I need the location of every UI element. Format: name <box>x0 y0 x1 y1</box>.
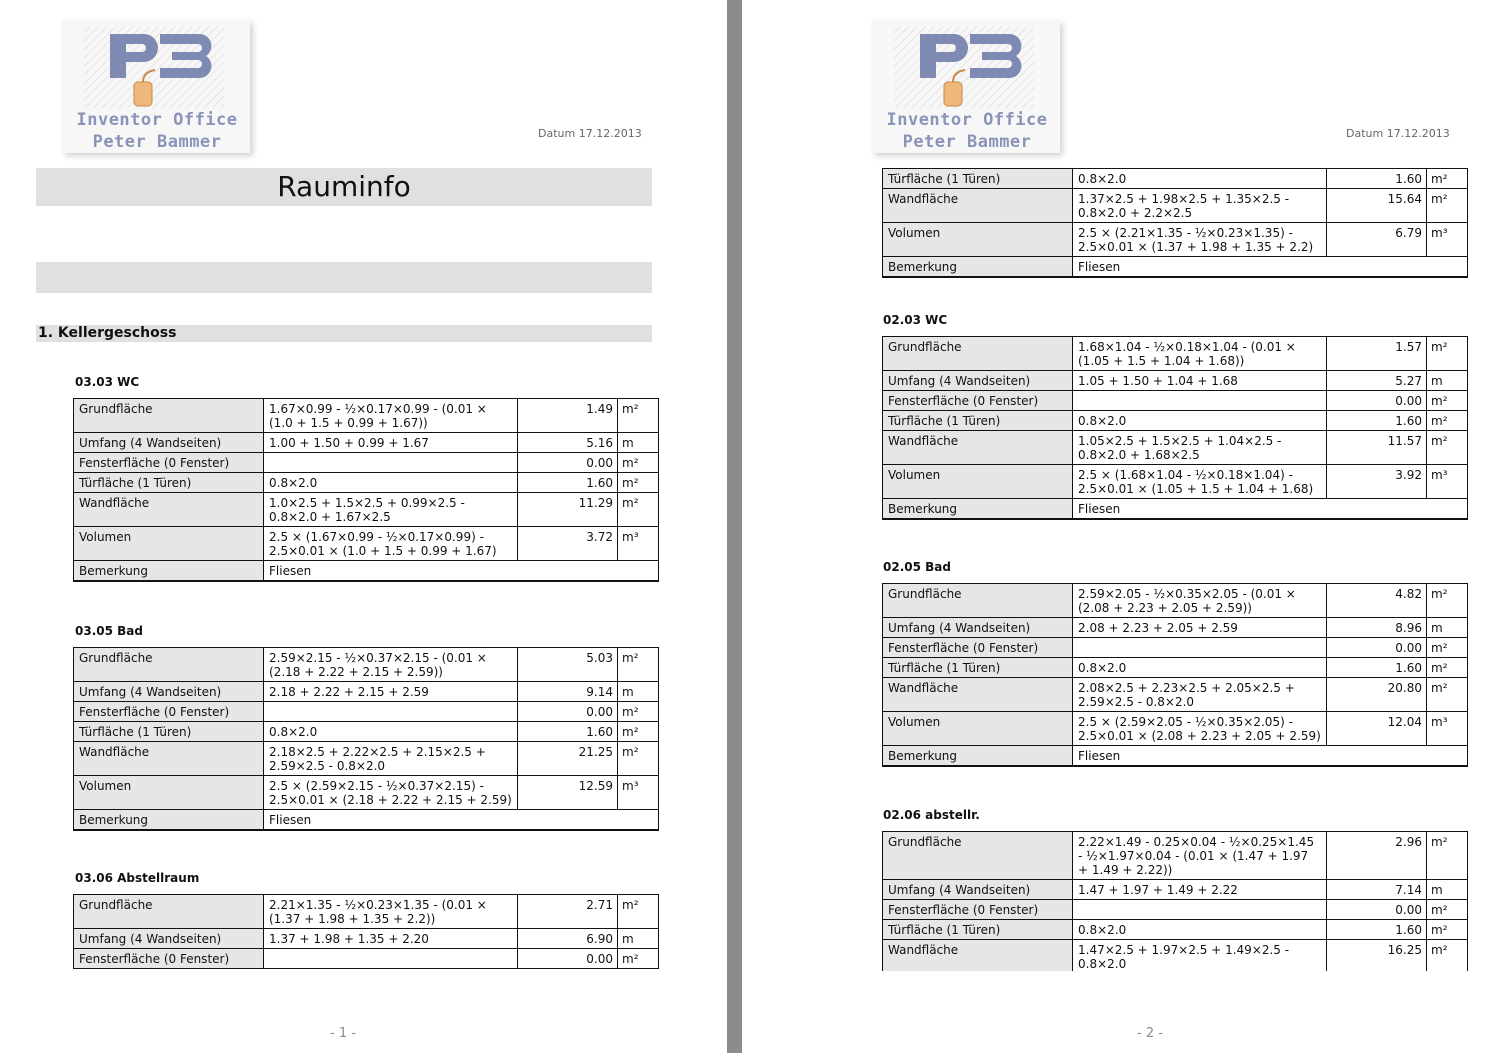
row-label: Bemerkung <box>74 561 264 582</box>
row-unit: m² <box>618 399 659 433</box>
row-label: Türfläche (1 Türen) <box>883 658 1073 678</box>
row-remark: Fliesen <box>1073 499 1468 520</box>
row-formula: 2.5 × (1.68×1.04 - ½×0.18×1.04) - 2.5×0.01 × (1.05 + 1.5 + 1.04 + 1.68) <box>1073 465 1327 499</box>
row-label: Wandfläche <box>74 742 264 776</box>
row-label: Fensterfläche (0 Fenster) <box>883 638 1073 658</box>
logo-p3-icon <box>62 20 250 112</box>
company-logo <box>62 20 250 153</box>
table-row <box>883 746 1468 767</box>
table-row <box>883 223 1468 257</box>
row-formula: 0.8×2.0 <box>1073 920 1327 940</box>
row-unit: m² <box>1427 658 1468 678</box>
row-label: Wandfläche <box>883 678 1073 712</box>
table-row <box>74 473 659 493</box>
row-value: 16.25 <box>1327 940 1427 972</box>
row-unit: m² <box>1427 337 1468 371</box>
row-formula: 1.47 + 1.97 + 1.49 + 2.22 <box>1073 880 1327 900</box>
table-row <box>74 742 659 776</box>
row-unit: m² <box>1427 900 1468 920</box>
row-formula: 2.5 × (2.59×2.15 - ½×0.37×2.15) - 2.5×0.01 × (2.18 + 2.22 + 2.15 + 2.59) <box>264 776 518 810</box>
row-value: 3.92 <box>1327 465 1427 499</box>
page-number: - 2 - <box>1137 1026 1163 1041</box>
row-formula: 2.5 × (2.21×1.35 - ½×0.23×1.35) - 2.5×0.01 × (1.37 + 1.98 + 1.35 + 2.2) <box>1073 223 1327 257</box>
row-formula: 0.8×2.0 <box>1073 169 1327 189</box>
row-label: Türfläche (1 Türen) <box>883 920 1073 940</box>
room-table <box>882 336 1468 520</box>
document-page-2 <box>742 0 1500 1053</box>
row-formula: 1.47×2.5 + 1.97×2.5 + 1.49×2.5 - 0.8×2.0 <box>1073 940 1327 972</box>
row-value: 8.96 <box>1327 618 1427 638</box>
room-heading: 03.06 Abstellraum <box>75 871 200 885</box>
row-value: 0.00 <box>518 702 618 722</box>
logo-line-1: Inventor Office <box>76 110 238 130</box>
table-row <box>883 337 1468 371</box>
row-formula: 1.68×1.04 - ½×0.18×1.04 - (0.01 × (1.05 + 1.5 + 1.04 + 1.68)) <box>1073 337 1327 371</box>
row-value: 1.49 <box>518 399 618 433</box>
row-label: Türfläche (1 Türen) <box>74 473 264 493</box>
row-value: 15.64 <box>1327 189 1427 223</box>
row-formula: 1.0×2.5 + 1.5×2.5 + 0.99×2.5 - 0.8×2.0 + 1.67×2.5 <box>264 493 518 527</box>
page-gutter <box>727 0 742 1053</box>
row-label: Grundfläche <box>883 832 1073 880</box>
table-row <box>883 584 1468 618</box>
row-unit: m <box>618 433 659 453</box>
row-value: 0.00 <box>1327 900 1427 920</box>
row-label: Grundfläche <box>74 895 264 929</box>
row-label: Bemerkung <box>883 257 1073 278</box>
table-row <box>883 189 1468 223</box>
row-unit: m² <box>1427 920 1468 940</box>
row-unit: m² <box>618 949 659 969</box>
row-unit: m² <box>618 453 659 473</box>
room-table <box>882 583 1468 767</box>
row-label: Volumen <box>74 527 264 561</box>
row-unit: m <box>1427 618 1468 638</box>
page-number: - 1 - <box>330 1026 356 1041</box>
row-unit: m² <box>618 702 659 722</box>
row-formula: 2.5 × (1.67×0.99 - ½×0.17×0.99) - 2.5×0.01 × (1.0 + 1.5 + 0.99 + 1.67) <box>264 527 518 561</box>
row-formula: 1.05×2.5 + 1.5×2.5 + 1.04×2.5 - 0.8×2.0 + 1.68×2.5 <box>1073 431 1327 465</box>
row-label: Volumen <box>74 776 264 810</box>
table-row <box>74 895 659 929</box>
table-row <box>74 399 659 433</box>
row-value: 0.00 <box>518 949 618 969</box>
row-unit: m³ <box>1427 712 1468 746</box>
table-row <box>74 561 659 582</box>
row-unit: m² <box>1427 391 1468 411</box>
row-value: 0.00 <box>1327 638 1427 658</box>
row-value: 1.57 <box>1327 337 1427 371</box>
row-unit: m <box>1427 371 1468 391</box>
table-row <box>74 433 659 453</box>
row-unit: m² <box>1427 189 1468 223</box>
row-value: 1.60 <box>1327 658 1427 678</box>
room-table <box>73 398 659 582</box>
table-row <box>883 678 1468 712</box>
document-title: Rauminfo <box>36 168 652 206</box>
row-value: 0.00 <box>518 453 618 473</box>
room-heading: 02.05 Bad <box>883 560 951 574</box>
row-unit: m <box>618 682 659 702</box>
row-formula: 2.08×2.5 + 2.23×2.5 + 2.05×2.5 + 2.59×2.5 - 0.8×2.0 <box>1073 678 1327 712</box>
logo-p3-icon <box>872 20 1060 112</box>
table-row <box>883 832 1468 880</box>
row-label: Fensterfläche (0 Fenster) <box>883 900 1073 920</box>
row-unit: m² <box>618 895 659 929</box>
table-row <box>74 493 659 527</box>
row-label: Bemerkung <box>883 746 1073 767</box>
row-value: 4.82 <box>1327 584 1427 618</box>
row-formula <box>1073 900 1327 920</box>
row-label: Wandfläche <box>883 431 1073 465</box>
row-formula: 1.67×0.99 - ½×0.17×0.99 - (0.01 × (1.0 + 1.5 + 0.99 + 1.67)) <box>264 399 518 433</box>
table-row <box>74 453 659 473</box>
row-value: 12.59 <box>518 776 618 810</box>
table-row <box>74 722 659 742</box>
row-label: Fensterfläche (0 Fenster) <box>74 949 264 969</box>
table-row <box>883 940 1468 972</box>
row-unit: m² <box>618 742 659 776</box>
room-table <box>73 894 659 969</box>
row-label: Umfang (4 Wandseiten) <box>74 682 264 702</box>
room-heading: 03.03 WC <box>75 375 140 389</box>
row-unit: m² <box>1427 832 1468 880</box>
row-remark: Fliesen <box>1073 746 1468 767</box>
row-unit: m <box>1427 880 1468 900</box>
row-formula: 0.8×2.0 <box>1073 411 1327 431</box>
row-value: 6.90 <box>518 929 618 949</box>
row-value: 21.25 <box>518 742 618 776</box>
row-unit: m² <box>618 493 659 527</box>
row-value: 5.03 <box>518 648 618 682</box>
row-unit: m² <box>1427 169 1468 189</box>
table-row <box>74 648 659 682</box>
row-value: 1.60 <box>518 722 618 742</box>
row-value: 1.60 <box>1327 411 1427 431</box>
company-logo <box>872 20 1060 153</box>
row-formula: 1.37 + 1.98 + 1.35 + 2.20 <box>264 929 518 949</box>
row-label: Volumen <box>883 712 1073 746</box>
row-label: Wandfläche <box>74 493 264 527</box>
row-label: Umfang (4 Wandseiten) <box>883 618 1073 638</box>
row-value: 1.60 <box>1327 920 1427 940</box>
row-label: Umfang (4 Wandseiten) <box>883 371 1073 391</box>
row-formula: 0.8×2.0 <box>264 722 518 742</box>
table-row <box>883 465 1468 499</box>
row-formula: 2.59×2.15 - ½×0.37×2.15 - (0.01 × (2.18 + 2.22 + 2.15 + 2.59)) <box>264 648 518 682</box>
row-formula: 2.5 × (2.59×2.05 - ½×0.35×2.05) - 2.5×0.01 × (2.08 + 2.23 + 2.05 + 2.59) <box>1073 712 1327 746</box>
row-formula <box>1073 638 1327 658</box>
row-value: 5.27 <box>1327 371 1427 391</box>
row-formula: 2.22×1.49 - 0.25×0.04 - ½×0.25×1.45 - ½×1.97×0.04 - (0.01 × (1.47 + 1.97 + 1.49 + 2.22)) <box>1073 832 1327 880</box>
room-table <box>882 831 1468 971</box>
row-label: Wandfläche <box>883 940 1073 972</box>
row-label: Umfang (4 Wandseiten) <box>74 929 264 949</box>
table-row <box>883 431 1468 465</box>
table-row <box>74 682 659 702</box>
row-formula <box>264 949 518 969</box>
table-row <box>883 920 1468 940</box>
row-unit: m³ <box>1427 465 1468 499</box>
row-label: Grundfläche <box>74 648 264 682</box>
row-label: Umfang (4 Wandseiten) <box>74 433 264 453</box>
room-heading: 02.06 abstellr. <box>883 808 980 822</box>
document-date: Datum 17.12.2013 <box>1346 127 1450 140</box>
row-remark: Fliesen <box>264 810 659 831</box>
section-heading: 1. Kellergeschoss <box>36 325 652 342</box>
row-label: Fensterfläche (0 Fenster) <box>883 391 1073 411</box>
row-formula <box>264 453 518 473</box>
table-row <box>883 880 1468 900</box>
row-value: 12.04 <box>1327 712 1427 746</box>
room-heading: 03.05 Bad <box>75 624 143 638</box>
table-row <box>74 810 659 831</box>
table-row <box>883 618 1468 638</box>
row-label: Fensterfläche (0 Fenster) <box>74 702 264 722</box>
row-unit: m² <box>1427 411 1468 431</box>
logo-line-2: Peter Bammer <box>902 132 1032 152</box>
row-unit: m² <box>1427 940 1468 972</box>
row-unit: m <box>618 929 659 949</box>
table-row <box>883 371 1468 391</box>
row-remark: Fliesen <box>1073 257 1468 278</box>
row-unit: m² <box>618 722 659 742</box>
table-row <box>883 391 1468 411</box>
row-formula: 2.18 + 2.22 + 2.15 + 2.59 <box>264 682 518 702</box>
row-unit: m² <box>618 648 659 682</box>
row-unit: m² <box>1427 638 1468 658</box>
row-label: Fensterfläche (0 Fenster) <box>74 453 264 473</box>
table-row <box>883 658 1468 678</box>
row-unit: m³ <box>1427 223 1468 257</box>
row-unit: m³ <box>618 776 659 810</box>
row-formula: 1.37×2.5 + 1.98×2.5 + 1.35×2.5 - 0.8×2.0 + 2.2×2.5 <box>1073 189 1327 223</box>
row-label: Volumen <box>883 223 1073 257</box>
row-value: 2.71 <box>518 895 618 929</box>
row-value: 11.29 <box>518 493 618 527</box>
row-label: Grundfläche <box>74 399 264 433</box>
table-row <box>74 776 659 810</box>
table-row <box>883 712 1468 746</box>
row-formula: 2.59×2.05 - ½×0.35×2.05 - (0.01 × (2.08 + 2.23 + 2.05 + 2.59)) <box>1073 584 1327 618</box>
row-value: 1.60 <box>518 473 618 493</box>
document-page-1 <box>0 0 727 1053</box>
room-heading: 02.03 WC <box>883 313 948 327</box>
row-label: Umfang (4 Wandseiten) <box>883 880 1073 900</box>
row-unit: m² <box>1427 678 1468 712</box>
row-unit: m³ <box>618 527 659 561</box>
row-formula: 2.18×2.5 + 2.22×2.5 + 2.15×2.5 + 2.59×2.5 - 0.8×2.0 <box>264 742 518 776</box>
table-row <box>883 638 1468 658</box>
row-formula: 2.08 + 2.23 + 2.05 + 2.59 <box>1073 618 1327 638</box>
row-value: 5.16 <box>518 433 618 453</box>
row-formula: 1.05 + 1.50 + 1.04 + 1.68 <box>1073 371 1327 391</box>
row-value: 9.14 <box>518 682 618 702</box>
row-value: 7.14 <box>1327 880 1427 900</box>
row-formula <box>264 702 518 722</box>
table-row <box>74 702 659 722</box>
table-page-break-clip <box>882 831 1472 971</box>
row-label: Türfläche (1 Türen) <box>883 411 1073 431</box>
row-label: Türfläche (1 Türen) <box>74 722 264 742</box>
logo-line-1: Inventor Office <box>886 110 1048 130</box>
table-page-break-clip <box>73 894 663 974</box>
row-value: 2.96 <box>1327 832 1427 880</box>
row-value: 20.80 <box>1327 678 1427 712</box>
row-label: Türfläche (1 Türen) <box>883 169 1073 189</box>
table-row <box>883 411 1468 431</box>
document-date: Datum 17.12.2013 <box>538 127 642 140</box>
row-formula: 0.8×2.0 <box>1073 658 1327 678</box>
row-formula: 1.00 + 1.50 + 0.99 + 1.67 <box>264 433 518 453</box>
row-unit: m² <box>618 473 659 493</box>
row-value: 6.79 <box>1327 223 1427 257</box>
table-row <box>74 949 659 969</box>
table-row <box>74 527 659 561</box>
table-row <box>883 169 1468 189</box>
table-row <box>883 257 1468 278</box>
row-value: 0.00 <box>1327 391 1427 411</box>
row-label: Grundfläche <box>883 337 1073 371</box>
row-unit: m² <box>1427 431 1468 465</box>
row-label: Volumen <box>883 465 1073 499</box>
row-value: 3.72 <box>518 527 618 561</box>
row-label: Bemerkung <box>74 810 264 831</box>
row-label: Wandfläche <box>883 189 1073 223</box>
logo-line-2: Peter Bammer <box>92 132 222 152</box>
row-value: 11.57 <box>1327 431 1427 465</box>
room-table <box>73 647 659 831</box>
table-row <box>883 499 1468 520</box>
row-label: Bemerkung <box>883 499 1073 520</box>
room-table-continued <box>882 168 1468 278</box>
row-value: 1.60 <box>1327 169 1427 189</box>
row-formula <box>1073 391 1327 411</box>
row-remark: Fliesen <box>264 561 659 582</box>
row-formula: 0.8×2.0 <box>264 473 518 493</box>
table-row <box>74 929 659 949</box>
row-formula: 2.21×1.35 - ½×0.23×1.35 - (0.01 × (1.37 + 1.98 + 1.35 + 2.2)) <box>264 895 518 929</box>
empty-header-bar <box>36 262 652 293</box>
row-unit: m² <box>1427 584 1468 618</box>
row-label: Grundfläche <box>883 584 1073 618</box>
table-row <box>883 900 1468 920</box>
